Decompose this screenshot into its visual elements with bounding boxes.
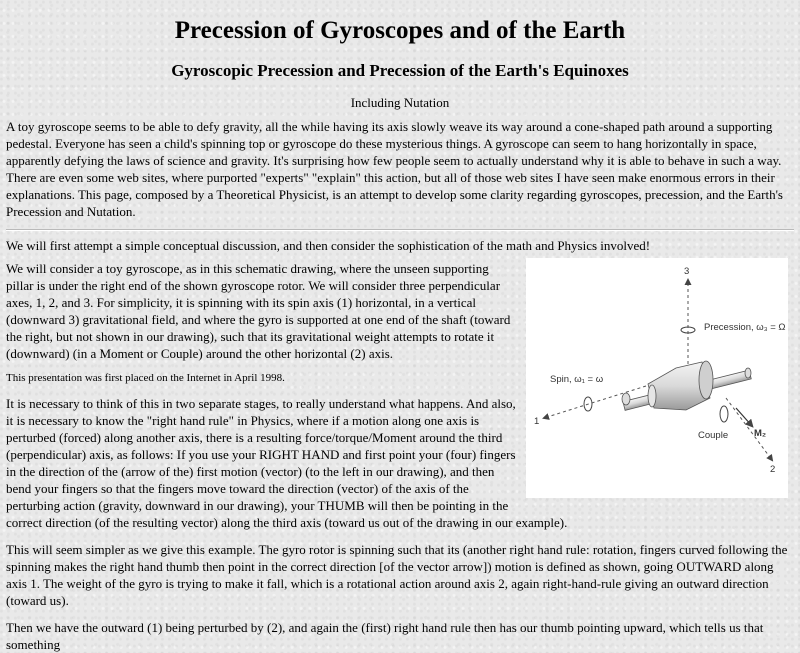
gyroscope-diagram	[526, 258, 788, 498]
axis-2-label: 2	[770, 464, 776, 475]
perturbation-paragraph: Then we have the outward (1) being perturbed by (2), and again the (first) right hand rule then has our thumb pointing upward, which tells us that something	[6, 620, 764, 652]
gyroscope-paragraph: We will consider a toy gyroscope, as in this schematic drawing, where the unseen supporting pillar is under the right end of the shown gyroscope rotor. We will consider three perpendicular axes, 1, 2, and 3. For simplicity, it is spinning with its spin axis (1) horizontal, in a vertical (downward 3) gravitational field, and where the gyro is supported at one end of the shaft (toward the right, but not shown in our drawing), such that its gravitational weight attempts to rotate it (downward) (in a Moment or Couple) around the other horizontal (2) axis.	[6, 261, 511, 361]
axis-1-label: 1	[534, 416, 540, 427]
example-paragraph: This will seem simpler as we give this example. The gyro rotor is spinning such that its (another right hand rule: rotation, fingers curved following the spinning makes the right hand thumb then point in the correct direction [of the vector arrow]) motion is defined as shown, going OUTWARD along axis 1. The weight of the gyro is trying to make it fall, which is a rotational action around axis 2, again right-hand-rule giving an outward direction (toward us).	[6, 542, 788, 608]
page-subheading: Gyroscopic Precession and Precession of the Earth's Equinoxes	[171, 61, 629, 80]
moment-label: M₂	[754, 428, 767, 439]
right-hand-rule-paragraph: It is necessary to think of this in two separate stages, to really understand what happens. And also, it is necessary to know the "right hand rule" in Physics, where if a motion along one axis is perturbed (forced) along another axis, there is a resulting force/torque/Moment around the third (perpendicular) axis, as follows: If you use your RIGHT HAND and first point your (four) fingers in the direction of the (arrow of the) first motion (vector) (to the left in our drawing), and then bend your fingers so that the fingers move toward the direction (vector) of the axis of the perturbing action (gravity, downward in our drawing), your THUMB will then be pointing in the correct direction (of the resulting vector) along the third axis (toward us out of the drawing in our example).	[6, 396, 568, 530]
spin-label: Spin, ω₁ = ω	[550, 374, 604, 385]
precession-label: Precession, ω₃ = Ω	[704, 322, 786, 333]
first-published-note: This presentation was first placed on the Internet in April 1998.	[6, 372, 285, 384]
page	[0, 16, 800, 653]
intro-paragraph: A toy gyroscope seems to be able to defy gravity, all the while having its axis slowly weave its way around a cone-shaped path around a supporting pedestal. Everyone has seen a child's spinning top or gyroscope do these mysterious things. A gyroscope can seem to hang horizontally in space, apparently defying the laws of science and gravity. It's surprising how few people seem to actually understand why it is able to behave in such a way. There are even some web sites, where purported "experts" "explain" this action, but all of those web sites I have seen make enormous errors in their explanations. This page, composed by a Theoretical Physicist, is an attempt to develop some clarity regarding gyroscopes, precession, and the Earth's Precession and Nutation.	[6, 119, 783, 219]
lead-paragraph: We will first attempt a simple conceptual discussion, and then consider the sophistication of the math and Physics involved!	[6, 238, 651, 253]
gyroscope-diagram-svg	[526, 258, 788, 498]
couple-rotation-icon	[720, 406, 728, 422]
axis-3-label: 3	[684, 266, 690, 277]
page-title: Precession of Gyroscopes and of the Earth	[174, 17, 626, 44]
gyroscope-rotor	[622, 361, 751, 410]
section-divider	[6, 229, 794, 231]
couple-label: Couple	[698, 430, 729, 441]
page-subtitle: Including Nutation	[350, 95, 450, 110]
moment-arrow	[736, 408, 752, 426]
